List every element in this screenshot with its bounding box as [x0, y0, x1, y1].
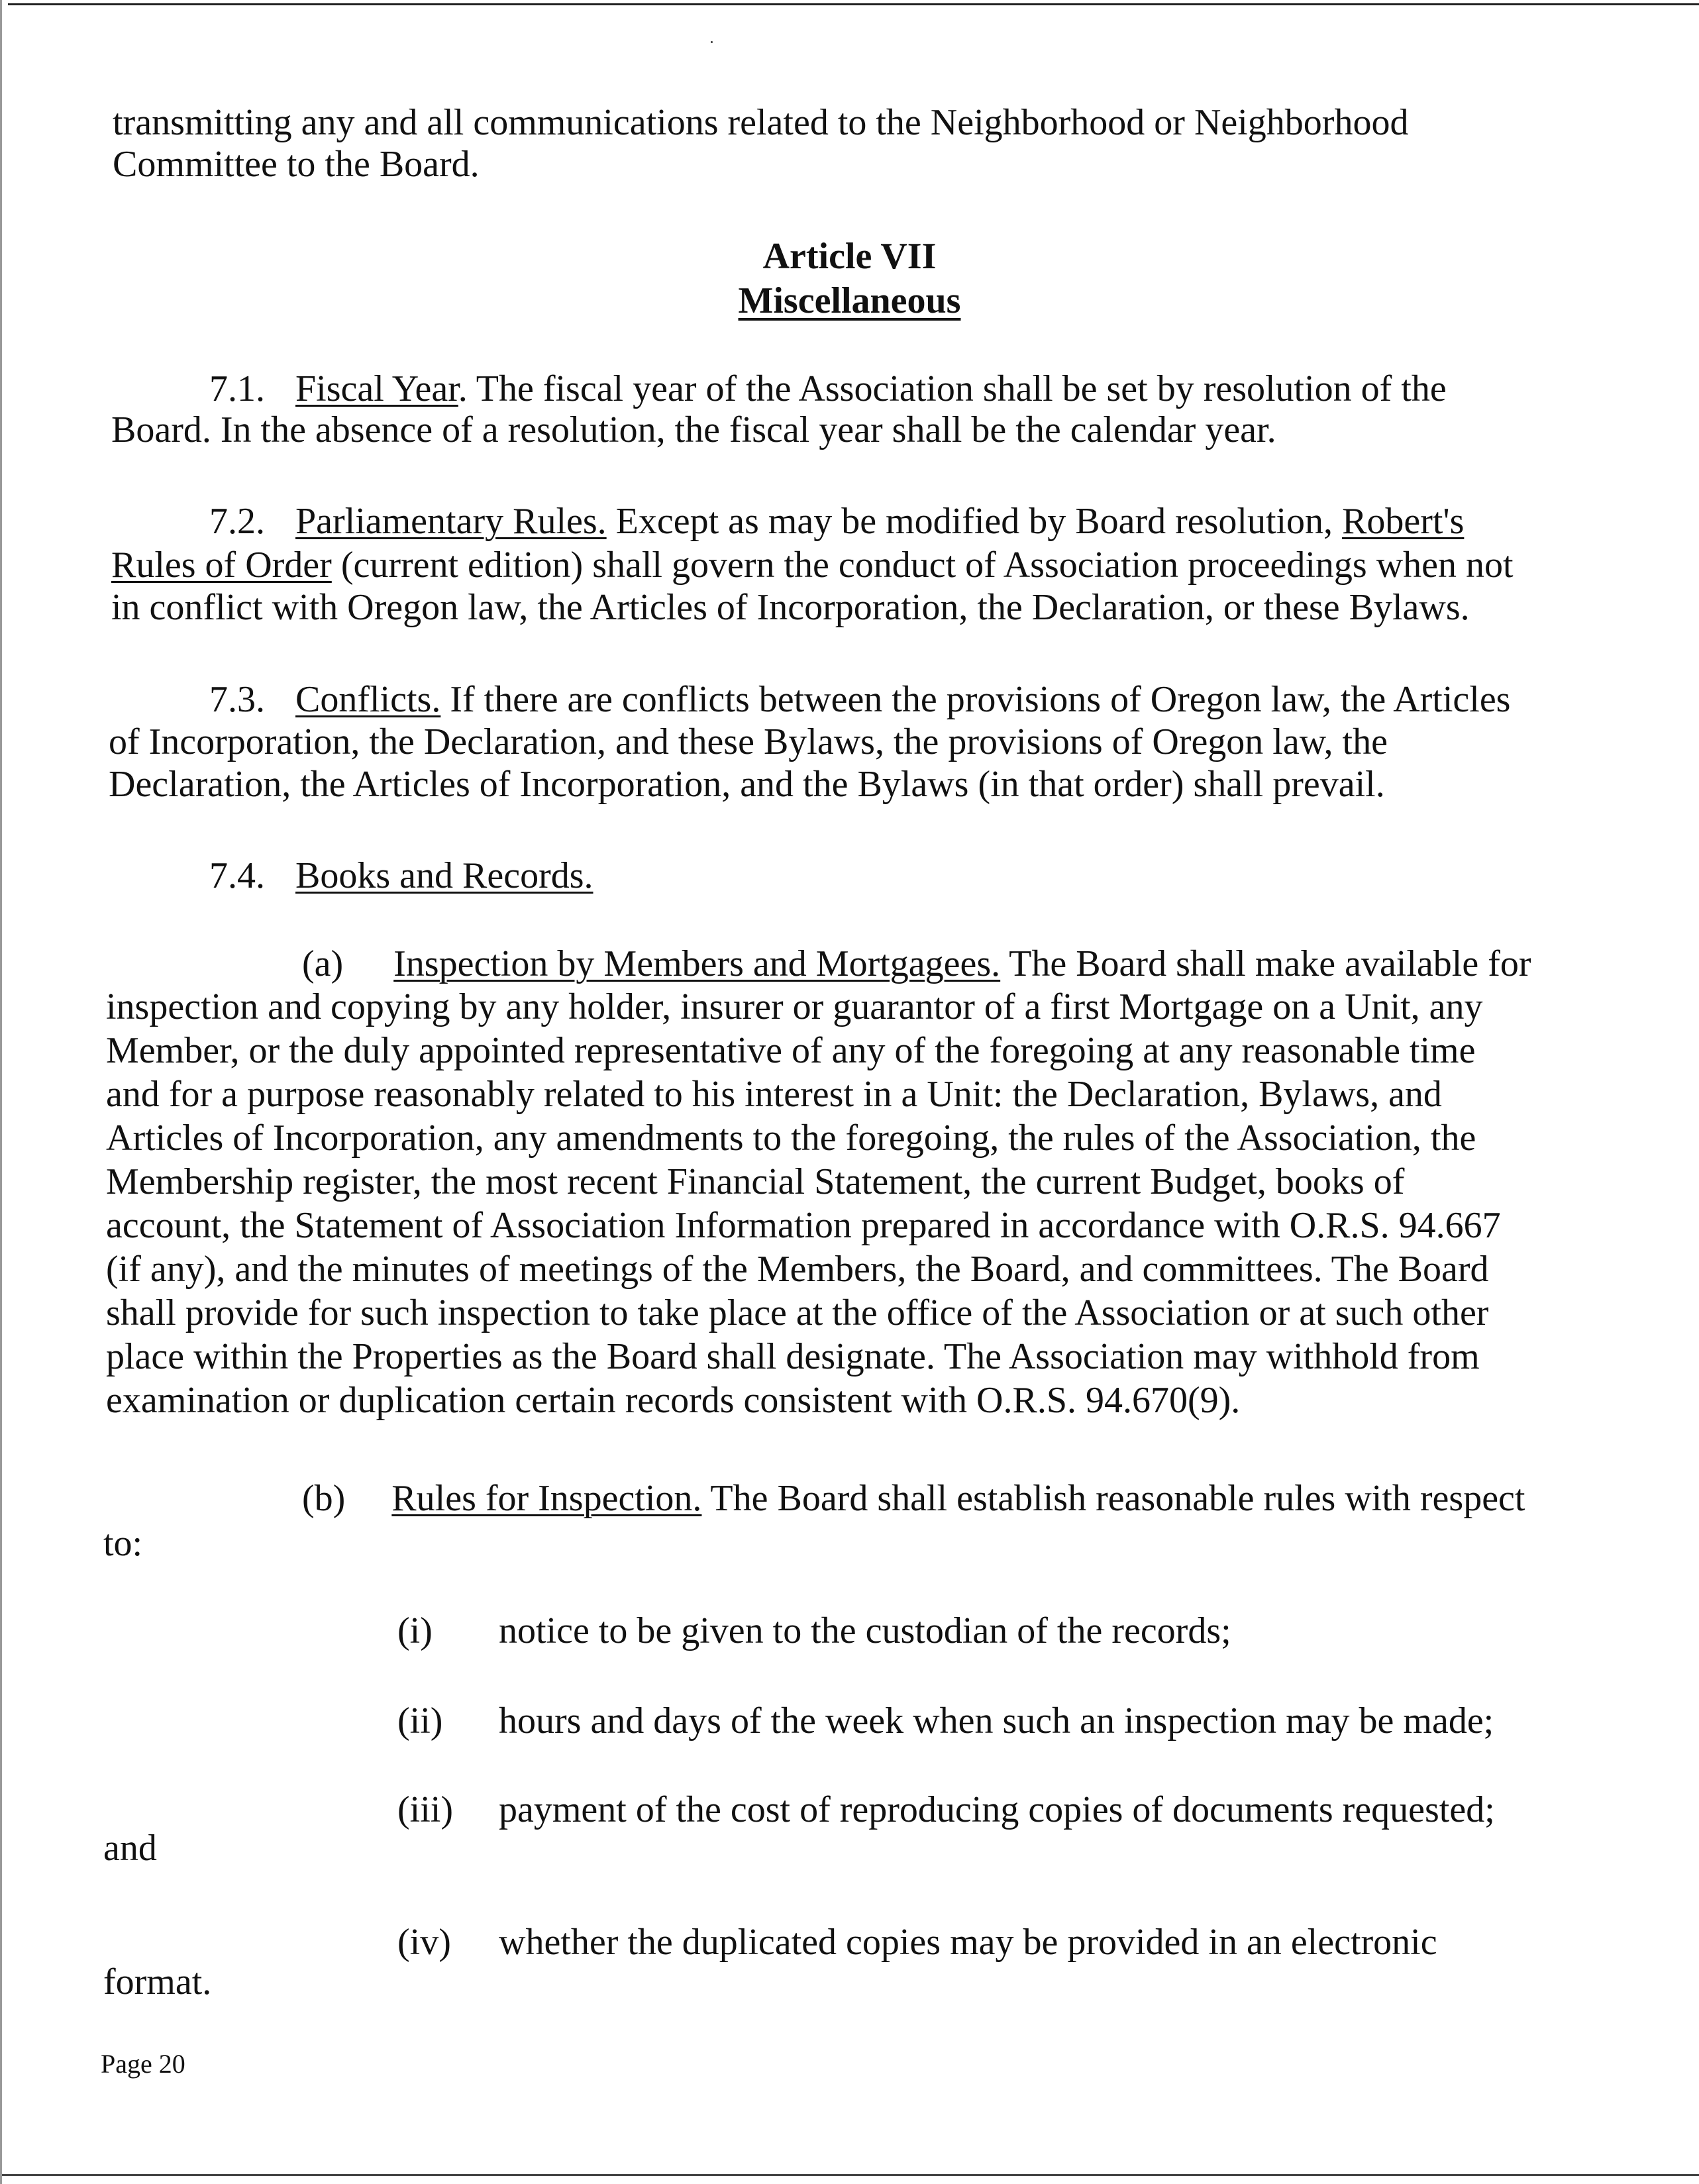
item-ii-label: (ii): [397, 1700, 443, 1742]
subsection-a-line: Membership register, the most recent Financial Statement, the current Budget, books of: [106, 1161, 1405, 1202]
section-7-1-heading: Fiscal Year: [295, 368, 458, 409]
section-7-1-line-1: [209, 368, 1447, 410]
section-7-1-text: . The fiscal year of the Association shall be set by resolution of the: [458, 368, 1447, 409]
section-7-3-heading: Conflicts.: [295, 679, 441, 720]
section-7-3-text: If there are conflicts between the provisions of Oregon law, the Articles: [440, 679, 1511, 720]
scan-edge-bottom: [0, 2174, 1699, 2176]
section-7-2-line-2-text: (current edition) shall govern the conduct of Association proceedings when not: [331, 545, 1514, 586]
subsection-b-heading: Rules for Inspection.: [391, 1478, 702, 1519]
section-7-4-line-1: [209, 855, 593, 897]
section-7-1-line-2: Board. In the absence of a resolution, the fiscal year shall be the calendar year.: [111, 409, 1276, 450]
item-iii-text: payment of the cost of reproducing copies of documents requested;: [499, 1789, 1495, 1830]
intro-line-1: transmitting any and all communications related to the Neighborhood or Neighborhood: [113, 102, 1409, 143]
subsection-b-line-2: to:: [103, 1523, 143, 1564]
subsection-b-label: (b): [302, 1478, 346, 1519]
subsection-a-line: Member, or the duly appointed representative of any of the foregoing at any reasonable time: [106, 1030, 1476, 1071]
article-subtitle-wrap: [0, 280, 1699, 322]
item-iv-label: (iv): [397, 1922, 451, 1963]
section-7-4-heading: Books and Records.: [295, 855, 593, 896]
page-number: Page 20: [101, 2049, 185, 2079]
article-subtitle: Miscellaneous: [738, 280, 961, 321]
subsection-a-text: The Board shall make available for: [1000, 943, 1531, 984]
subsection-a-line: Articles of Incorporation, any amendments to the foregoing, the rules of the Association, the: [106, 1118, 1476, 1159]
section-7-2-line-1: [209, 500, 1464, 543]
section-7-3-line-2: of Incorporation, the Declaration, and these Bylaws, the provisions of Oregon law, the: [109, 721, 1388, 762]
subsection-a-line: and for a purpose reasonably related to his interest in a Unit: the Declaration, Bylaws, and: [106, 1074, 1442, 1115]
section-7-3-line-3: Declaration, the Articles of Incorporation, and the Bylaws (in that order) shall prevail.: [109, 764, 1385, 805]
item-ii-text: hours and days of the week when such an inspection may be made;: [499, 1700, 1494, 1742]
intro-line-2: Committee to the Board.: [113, 144, 480, 185]
subsection-a-line: (if any), and the minutes of meetings of the Members, the Board, and committees. The Board: [106, 1249, 1489, 1290]
rules-of-order-reference: Rules of Order: [111, 545, 332, 586]
section-7-2-heading: Parliamentary Rules.: [295, 501, 607, 542]
subsection-a-line: shall provide for such inspection to take place at the office of the Association or at such other: [106, 1292, 1489, 1333]
section-7-2-line-3: in conflict with Oregon law, the Articles of Incorporation, the Declaration, or these Bylaws.: [111, 587, 1470, 628]
subsection-a-line: place within the Properties as the Board shall designate. The Association may withhold from: [106, 1336, 1480, 1377]
section-7-3-number: 7.3.: [209, 679, 265, 720]
item-i-text: notice to be given to the custodian of the records;: [499, 1610, 1231, 1651]
item-iii-trailing-text: and: [103, 1828, 157, 1869]
article-title: Article VII: [762, 236, 937, 277]
section-7-1-number: 7.1.: [209, 368, 265, 409]
section-7-2-line-2: [111, 544, 1514, 586]
subsection-a-line: inspection and copying by any holder, insurer or guarantor of a first Mortgage on a Unit, any: [106, 986, 1483, 1027]
item-iii-label: (iii): [397, 1789, 453, 1830]
subsection-b-line-1: [302, 1477, 1525, 1520]
scan-edge-left: [0, 0, 2, 2184]
subsection-a-label: (a): [302, 943, 344, 984]
item-iv-text: whether the duplicated copies may be provided in an electronic: [499, 1922, 1437, 1963]
subsection-b-text: The Board shall establish reasonable rules with respect: [701, 1478, 1525, 1519]
item-iv-trailing-text: format.: [103, 1961, 212, 2002]
subsection-a-line-1: [302, 943, 1531, 985]
scan-speck: [711, 41, 713, 43]
roberts-reference: Robert's: [1342, 501, 1465, 542]
section-7-2-text: Except as may be modified by Board resolution,: [606, 501, 1343, 542]
subsection-a-line: account, the Statement of Association Information prepared in accordance with O.R.S. 94.667: [106, 1205, 1501, 1246]
section-7-2-number: 7.2.: [209, 501, 265, 542]
section-7-4-number: 7.4.: [209, 855, 265, 896]
item-i-label: (i): [397, 1610, 433, 1651]
scan-edge-top: [8, 3, 1699, 5]
subsection-a-heading: Inspection by Members and Mortgagees.: [393, 943, 1001, 984]
subsection-a-line: examination or duplication certain records consistent with O.R.S. 94.670(9).: [106, 1380, 1241, 1421]
section-7-3-line-1: [209, 678, 1510, 721]
